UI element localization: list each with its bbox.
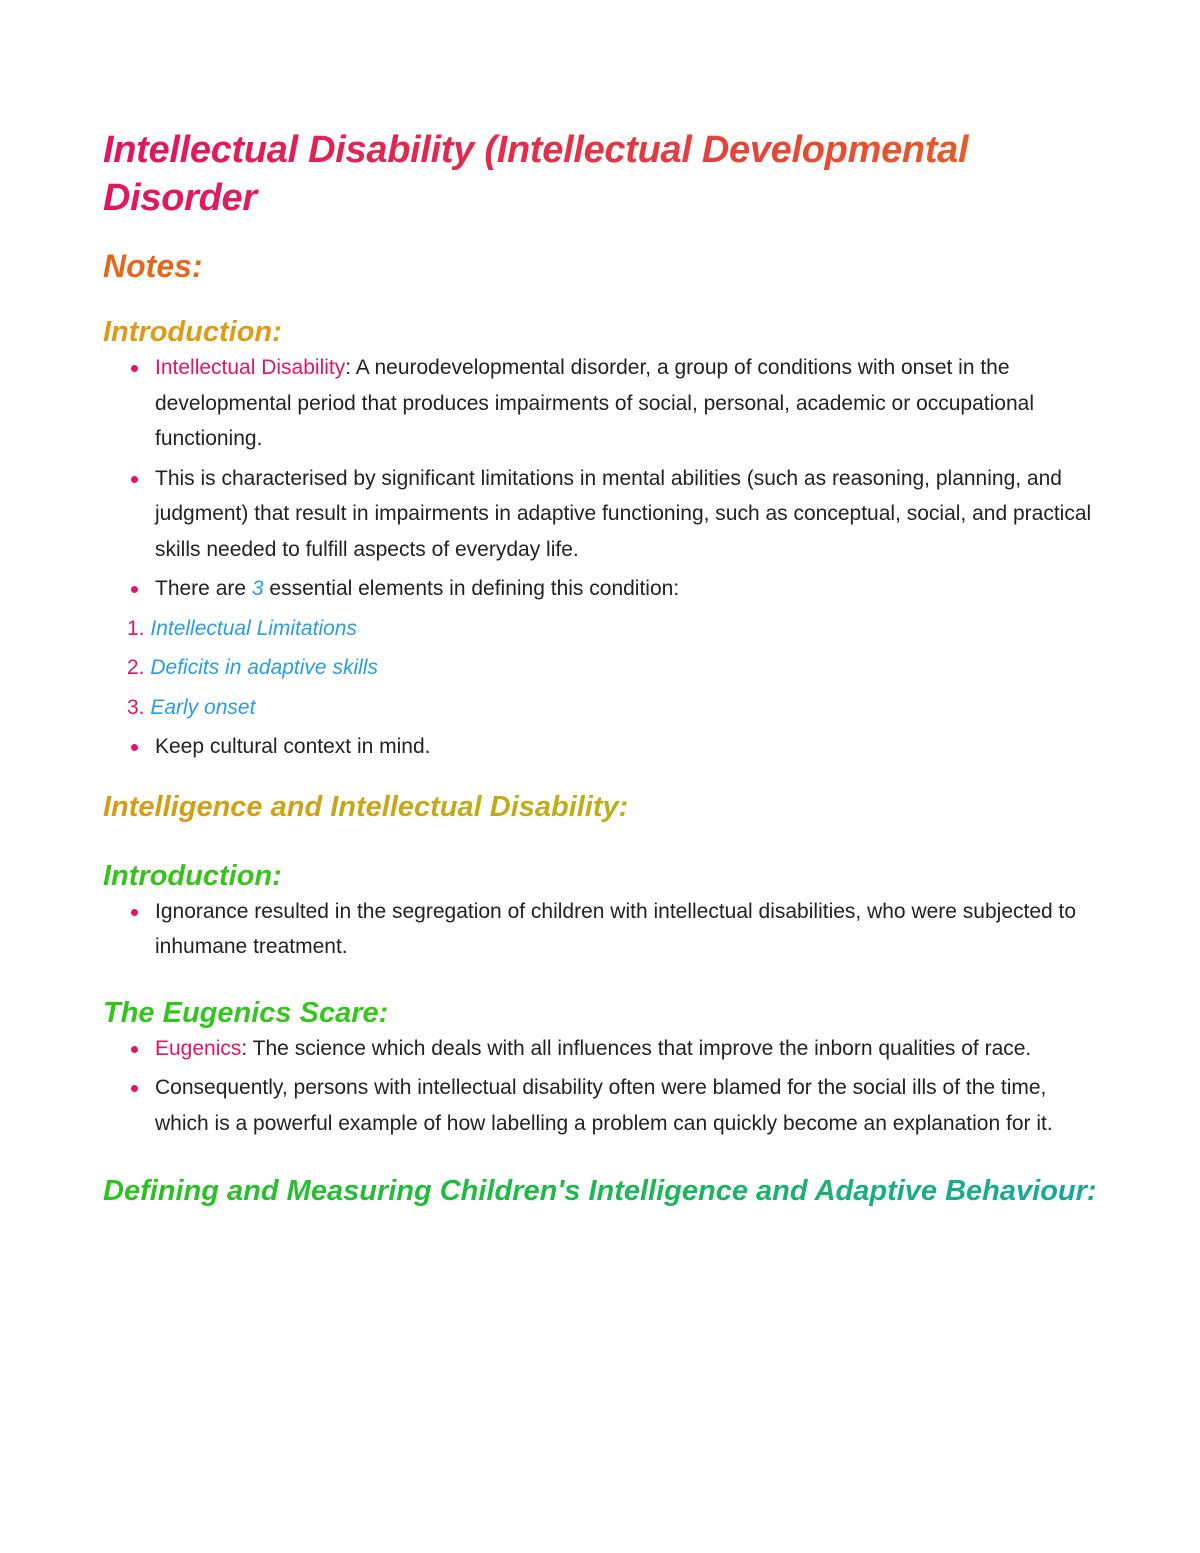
bullet-dot-icon <box>131 586 138 593</box>
list-index: 2. <box>127 656 145 679</box>
introduction-bullet-list <box>103 350 1103 607</box>
bullet-text-before: There are <box>155 577 252 600</box>
bullet-text: Consequently, persons with intellectual disability often were blamed for the social ills of the time, which is a powerful example of how labelling a problem can quickly become an explanation for it. <box>155 1076 1053 1135</box>
bullet-dot-icon <box>131 744 138 751</box>
bullet-dot-icon <box>131 365 138 372</box>
essential-elements-list <box>103 611 1103 726</box>
cultural-bullet-list <box>103 729 1103 765</box>
bullet-text: Keep cultural context in mind. <box>155 735 431 758</box>
bullet-item <box>103 1031 1103 1067</box>
list-index: 1. <box>127 616 145 640</box>
bullet-text: Ignorance resulted in the segregation of children with intellectual disabilities, who were subjected to inhumane treatment. <box>155 899 1077 958</box>
bullet-item <box>103 350 1103 457</box>
bullet-dot-icon <box>131 1046 138 1053</box>
list-item-text: Early onset <box>150 695 256 719</box>
notes-heading: Notes: <box>103 246 1103 286</box>
bullet-dot-icon <box>131 909 138 916</box>
document-title: Intellectual Disability (Intellectual Developmental Disorder <box>103 126 1103 222</box>
bullet-text: : The science which deals with all influences that improve the inborn qualities of race. <box>241 1036 1032 1060</box>
bullet-text: : A neurodevelopmental disorder, a group of conditions with onset in the developmental period that produces impairments of social, personal, academic or occupational functioning. <box>155 356 1034 450</box>
intelligence-heading: Intelligence and Intellectual Disability: <box>103 789 1103 825</box>
essential-elements-count: 3 <box>251 577 264 600</box>
bullet-item <box>103 894 1103 965</box>
term-eugenics: Eugenics <box>155 1036 242 1060</box>
bullet-text-after: essential elements in defining this condition: <box>263 577 680 600</box>
document-content <box>103 126 1103 1212</box>
introduction-heading: Introduction: <box>103 314 1103 350</box>
list-item <box>103 611 1103 647</box>
bullet-item <box>103 571 1103 607</box>
defining-measuring-heading: Defining and Measuring Children's Intelligence and Adaptive Behaviour: <box>103 1171 1103 1212</box>
list-item <box>103 650 1103 686</box>
intelligence-introduction-heading: Introduction: <box>103 858 1103 894</box>
bullet-item <box>103 461 1103 568</box>
bullet-text: This is characterised by significant limitations in mental abilities (such as reasoning, planning, and judgment) that result in impairments in adaptive functioning, such as conceptual, social, and practical skills needed to fulfill aspects of everyday life. <box>155 466 1092 561</box>
term-intellectual-disability: Intellectual Disability <box>155 356 346 379</box>
bullet-item <box>103 1070 1103 1141</box>
bullet-dot-icon <box>131 1085 138 1092</box>
list-item <box>103 690 1103 726</box>
list-item-text: Intellectual Limitations <box>150 616 357 640</box>
list-index: 3. <box>127 695 145 719</box>
eugenics-bullet-list <box>103 1031 1103 1142</box>
bullet-item <box>103 729 1103 765</box>
list-item-text: Deficits in adaptive skills <box>150 656 378 679</box>
intelligence-bullet-list <box>103 894 1103 965</box>
eugenics-heading: The Eugenics Scare: <box>103 995 1103 1031</box>
bullet-dot-icon <box>131 476 138 483</box>
